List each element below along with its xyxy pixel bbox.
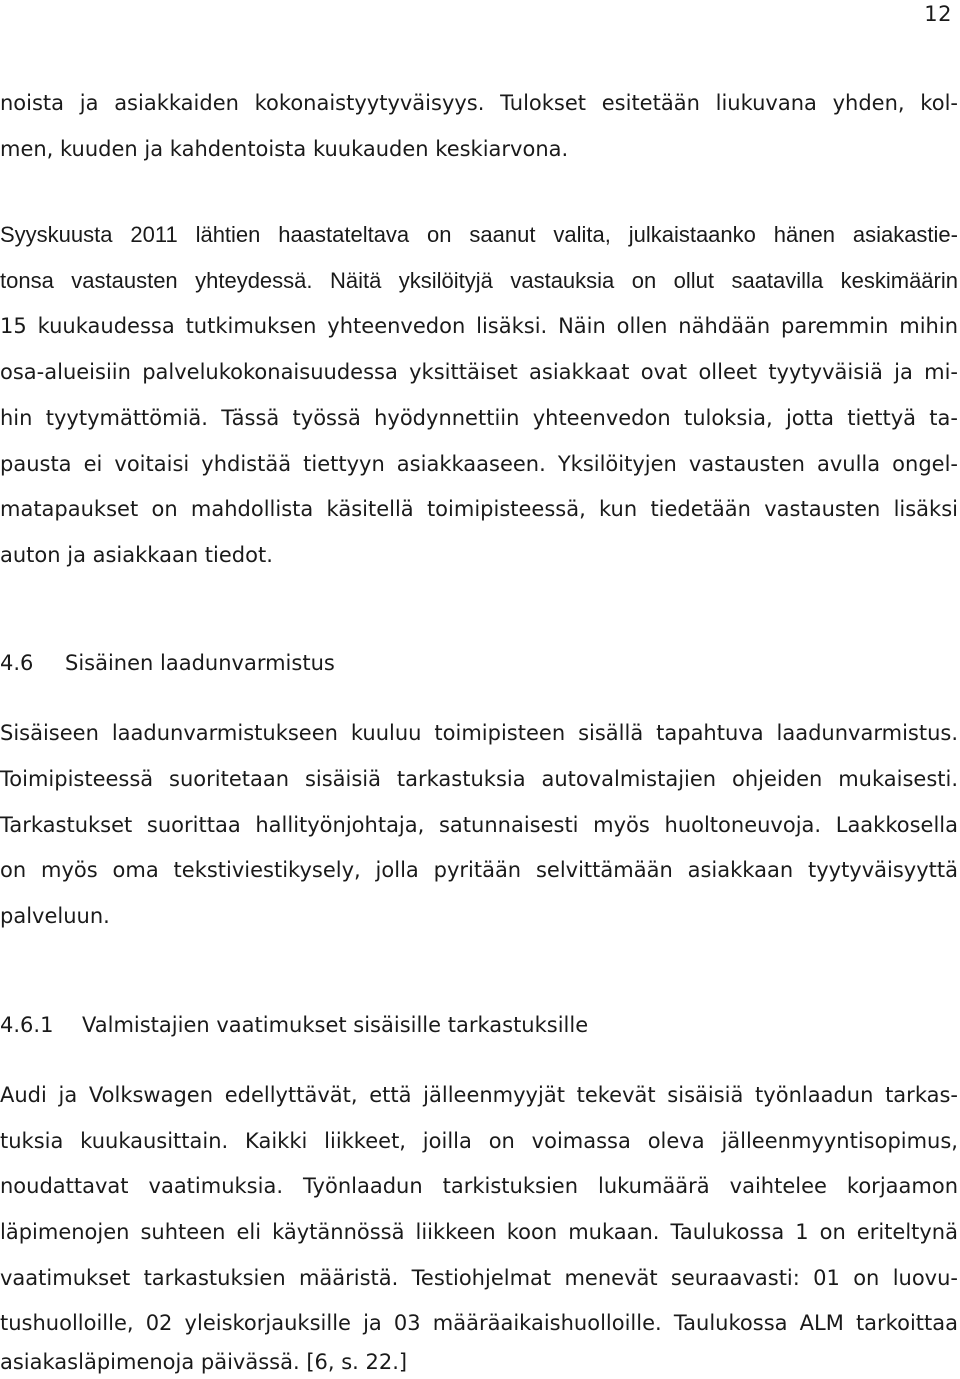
body-line: on myös oma tekstiviestikysely, jolla pyritään selvittämään asiakkaan tyytyväisyyttä xyxy=(0,858,958,882)
section-heading-4-6-1 xyxy=(0,1010,588,1040)
body-line: tonsa vastausten yhteydessä. Näitä yksilöityjä vastauksia on ollut saatavilla keskimäärin xyxy=(0,268,958,293)
body-line: palveluun. xyxy=(0,904,110,928)
body-line: läpimenojen suhteen eli käytännössä liikkeen koon mukaan. Taulukossa 1 on eriteltynä xyxy=(0,1220,958,1244)
body-line: noudattavat vaatimuksia. Työnlaadun tarkistuksien lukumäärä vaihtelee korjaamon xyxy=(0,1174,958,1198)
section-title: Sisäinen laadunvarmistus xyxy=(65,651,335,675)
body-line: tushuolloille, 02 yleiskorjauksille ja 03 määräaikaishuolloille. Taulukossa ALM tarkoittaa xyxy=(0,1311,958,1335)
body-line: Syyskuusta 2011 lähtien haastateltava on saanut valita, julkaistaanko hänen asiakastie- xyxy=(0,222,958,247)
body-line: 15 kuukaudessa tutkimuksen yhteenvedon lisäksi. Näin ollen nähdään paremmin mihin xyxy=(0,314,958,338)
body-line: Audi ja Volkswagen edellyttävät, että jälleenmyyjät tekevät sisäisiä työnlaadun tarkas- xyxy=(0,1083,958,1107)
body-line: auton ja asiakkaan tiedot. xyxy=(0,543,273,567)
body-line: noista ja asiakkaiden kokonaistyytyväisyys. Tulokset esitetään liukuvana yhden, kol- xyxy=(0,91,958,115)
section-number: 4.6.1 xyxy=(0,1013,54,1037)
body-line: Tarkastukset suorittaa hallityönjohtaja, satunnaisesti myös huoltoneuvoja. Laakkosella xyxy=(0,813,958,837)
body-line: tuksia kuukausittain. Kaikki liikkeet, joilla on voimassa oleva jälleenmyyntisopimus, xyxy=(0,1129,958,1153)
body-line: vaatimukset tarkastuksien määristä. Testiohjelmat menevät seuraavasti: 01 on luovu- xyxy=(0,1266,958,1290)
body-line: asiakasläpimenoja päivässä. [6, s. 22.] xyxy=(0,1350,408,1374)
body-line: matapaukset on mahdollista käsitellä toimipisteessä, kun tiedetään vastausten lisäksi xyxy=(0,497,958,521)
body-line: men, kuuden ja kahdentoista kuukauden keskiarvona. xyxy=(0,137,569,161)
body-line: osa-alueisiin palvelukokonaisuudessa yksittäiset asiakkaat ovat olleet tyytyväisiä ja mi- xyxy=(0,360,958,384)
section-title: Valmistajien vaatimukset sisäisille tarkastuksille xyxy=(82,1013,589,1037)
section-heading-4-6 xyxy=(0,648,335,678)
body-line: hin tyytymättömiä. Tässä työssä hyödynnettiin yhteenvedon tuloksia, jotta tiettyä ta- xyxy=(0,406,958,430)
body-line: pausta ei voitaisi yhdistää tiettyyn asiakkaaseen. Yksilöityjen vastausten avulla ongel- xyxy=(0,452,958,476)
section-number: 4.6 xyxy=(0,651,34,675)
page-number: 12 xyxy=(924,2,952,26)
body-line: Sisäiseen laadunvarmistukseen kuuluu toimipisteen sisällä tapahtuva laadunvarmistus. xyxy=(0,721,958,745)
body-line: Toimipisteessä suoritetaan sisäisiä tarkastuksia autovalmistajien ohjeiden mukaisesti. xyxy=(0,767,958,791)
